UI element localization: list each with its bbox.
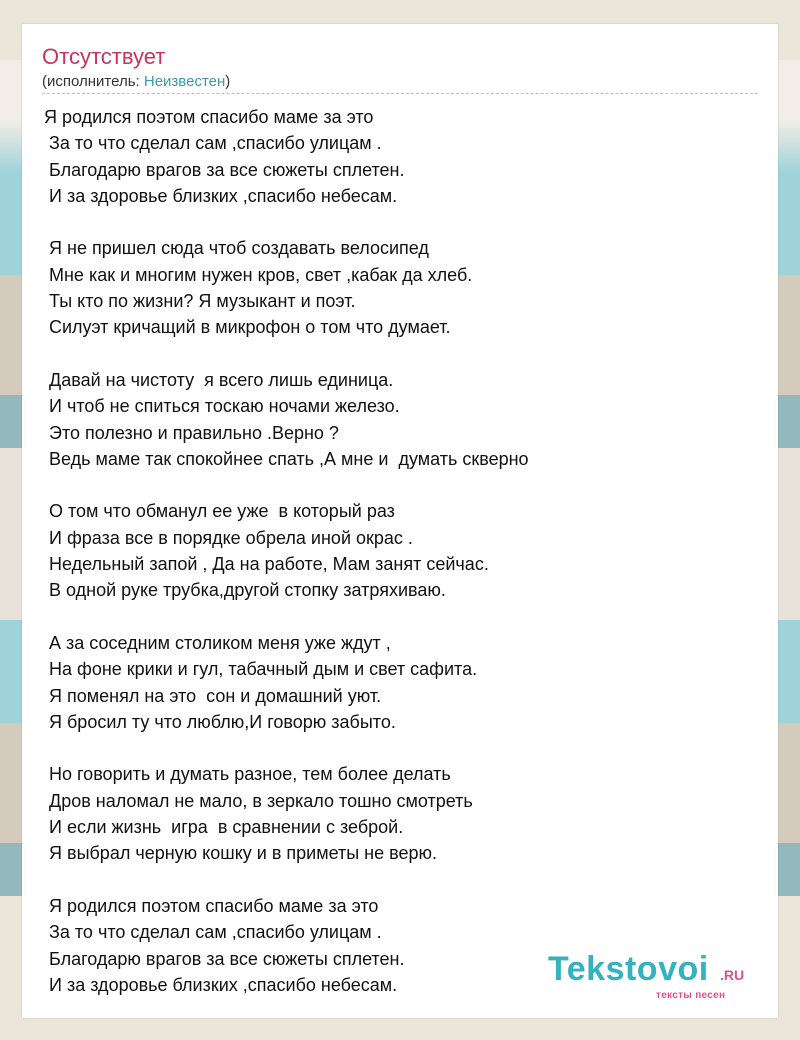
lyric-line: В одной руке трубка,другой стопку затряхиваю.	[44, 580, 446, 601]
site-logo[interactable]	[548, 950, 753, 1000]
title-divider	[42, 93, 758, 94]
lyric-line: И если жизнь игра в сравнении с зеброй.	[44, 817, 404, 838]
lyrics-card	[22, 24, 778, 1018]
lyric-line: А за соседним столиком меня уже ждут ,	[44, 632, 391, 653]
performer-line	[42, 73, 230, 90]
performer-close-paren: )	[225, 73, 231, 90]
lyric-line: Ты кто по жизни? Я музыкант и поэт.	[44, 291, 356, 312]
lyric-line: И за здоровье близких ,спасибо небесам.	[44, 974, 398, 995]
lyric-line: За то что сделал сам ,спасибо улицам .	[44, 922, 382, 943]
lyric-line: Давай на чистоту я всего лишь единица.	[44, 369, 394, 390]
logo-wordmark: Tekstovoi	[548, 950, 709, 988]
artist-link[interactable]: Неизвестен	[143, 73, 226, 90]
song-title: Отсутствует	[42, 44, 166, 69]
lyric-line: Я не пришел сюда чтоб создавать велосипед	[44, 238, 429, 259]
logo-tagline: тексты песен	[656, 990, 726, 1001]
lyric-line: Благодарю врагов за все сюжеты сплетен.	[44, 159, 405, 180]
lyric-line: Ведь маме так спокойнее спать ,А мне и думать скверно	[44, 448, 529, 469]
lyric-line: О том что обманул ее уже в который раз	[44, 501, 395, 522]
stanza	[44, 367, 764, 472]
lyric-line: Я поменял на это сон и домашний уют.	[44, 685, 382, 706]
lyric-line: Но говорить и думать разное, тем более делать	[44, 764, 451, 785]
lyric-line: И за здоровье близких ,спасибо небесам.	[44, 185, 398, 206]
lyric-line: Дров наломал не мало, в зеркало тошно смотреть	[44, 790, 473, 811]
logo-domain: .RU	[720, 967, 745, 983]
lyric-line: За то что сделал сам ,спасибо улицам .	[44, 133, 382, 154]
lyric-line: Я родился поэтом спасибо маме за это	[44, 895, 379, 916]
lyric-line: И чтоб не спиться тоскаю ночами железо.	[44, 396, 400, 417]
lyric-line: На фоне крики и гул, табачный дым и свет сафита.	[44, 659, 478, 680]
lyric-line: Я родился поэтом спасибо маме за это	[44, 107, 374, 127]
lyrics-body	[44, 104, 764, 1024]
stanza	[44, 235, 764, 340]
performer-label: (исполнитель:	[42, 73, 144, 90]
lyric-line: Я выбрал черную кошку и в приметы не верю.	[44, 843, 438, 864]
lyric-line: Мне как и многим нужен кров, свет ,кабак да хлеб.	[44, 264, 473, 285]
lyric-line: И фраза все в порядке обрела иной окрас .	[44, 527, 413, 548]
stanza	[44, 761, 764, 866]
lyric-line: Это полезно и правильно .Верно ?	[44, 422, 339, 443]
lyric-line: Силуэт кричащий в микрофон о том что думает.	[44, 317, 451, 338]
stanza	[44, 630, 764, 735]
stanza	[44, 498, 764, 603]
stanza	[44, 104, 764, 209]
lyric-line: Я бросил ту что люблю,И говорю забыто.	[44, 711, 396, 732]
lyric-line: Недельный запой , Да на работе, Мам занят сейчас.	[44, 554, 489, 575]
lyric-line: Благодарю врагов за все сюжеты сплетен.	[44, 948, 405, 969]
